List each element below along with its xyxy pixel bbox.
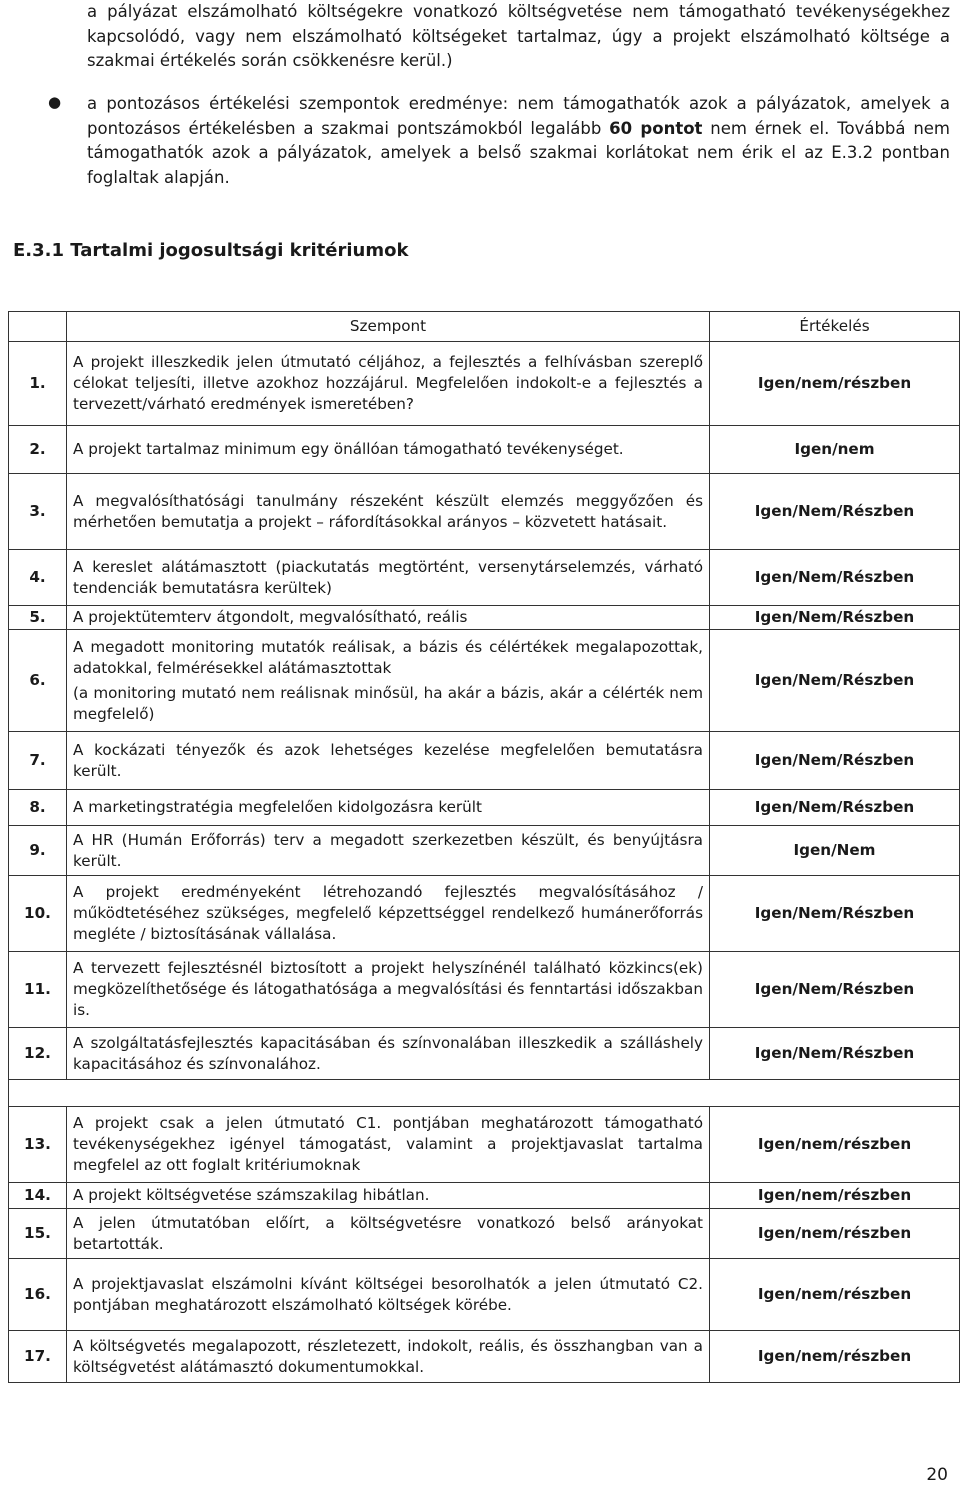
row-rating: Igen/nem/részben bbox=[710, 1209, 960, 1259]
table-row bbox=[9, 790, 960, 826]
row-rating: Igen/nem/részben bbox=[710, 342, 960, 426]
row-criterion: A projektjavaslat elszámolni kívánt költségei besorolhatók a jelen útmutató C2. pontjában meghatározott elszámolható költségek körébe. bbox=[67, 1259, 710, 1331]
row-criterion: A jelen útmutatóban előírt, a költségvetésre vonatkozó belső arányokat betartották. bbox=[67, 1209, 710, 1259]
row-number: 6. bbox=[9, 630, 67, 732]
spacer-cell bbox=[9, 1080, 960, 1107]
row-rating: Igen/Nem/Részben bbox=[710, 606, 960, 630]
table-row bbox=[9, 1028, 960, 1080]
row-number: 8. bbox=[9, 790, 67, 826]
row-number: 4. bbox=[9, 550, 67, 606]
row-criterion: A marketingstratégia megfelelően kidolgozásra került bbox=[67, 790, 710, 826]
row-number: 9. bbox=[9, 826, 67, 876]
row-criterion: A kereslet alátámasztott (piackutatás megtörtént, versenytárselemzés, várható tendenciák bemutatásra kerültek) bbox=[67, 550, 710, 606]
row-rating: Igen/nem/részben bbox=[710, 1183, 960, 1209]
row-rating: Igen/Nem/Részben bbox=[710, 630, 960, 732]
criteria-table bbox=[8, 311, 960, 1383]
table-row bbox=[9, 474, 960, 550]
intro-paragraph: a pályázat elszámolható költségekre vonatkozó költségvetése nem támogatható tevékenységekhez kapcsolódó, vagy nem elszámolható költségeket tartalmaz, úgy a projekt elszámolható költsége a szakmai értékelés során csökkenésre kerül.) bbox=[87, 2, 950, 70]
table-row bbox=[9, 342, 960, 426]
table-row bbox=[9, 630, 960, 732]
row-number: 11. bbox=[9, 952, 67, 1028]
row-rating: Igen/Nem/Részben bbox=[710, 876, 960, 952]
row-rating: Igen/nem bbox=[710, 426, 960, 474]
row-criterion: A projekt tartalmaz minimum egy önállóan támogatható tevékenységet. bbox=[67, 426, 710, 474]
row-criterion-part2: (a monitoring mutató nem reálisnak minősül, ha akár a bázis, akár a célérték nem megfelelő) bbox=[73, 683, 703, 723]
row-rating: Igen/Nem/Részben bbox=[710, 1028, 960, 1080]
section-heading: E.3.1 Tartalmi jogosultsági kritériumok bbox=[13, 240, 409, 261]
row-number: 1. bbox=[9, 342, 67, 426]
row-criterion: A HR (Humán Erőforrás) terv a megadott szerkezetben készült, és benyújtásra került. bbox=[67, 826, 710, 876]
header-criterion: Szempont bbox=[67, 312, 710, 342]
row-rating: Igen/Nem/Részben bbox=[710, 474, 960, 550]
table-row bbox=[9, 1331, 960, 1383]
table-row bbox=[9, 426, 960, 474]
row-number: 10. bbox=[9, 876, 67, 952]
bullet-paragraph bbox=[87, 92, 950, 190]
table-header-row bbox=[9, 312, 960, 342]
row-criterion: A projektütemterv átgondolt, megvalósítható, reális bbox=[67, 606, 710, 630]
row-criterion: A projekt csak a jelen útmutató C1. pontjában meghatározott támogatható tevékenységekhez igényel támogatást, valamint a projektjavaslat tartalma megfelel az ott foglalt kritériumoknak bbox=[67, 1107, 710, 1183]
row-criterion-part1: A megadott monitoring mutatók reálisak, a bázis és célértékek megalapozottak, adatokkal, felmérésekkel alátámasztottak bbox=[73, 637, 703, 677]
row-rating: Igen/Nem bbox=[710, 826, 960, 876]
row-rating: Igen/Nem/Részben bbox=[710, 550, 960, 606]
table-row bbox=[9, 550, 960, 606]
table-spacer-row bbox=[9, 1080, 960, 1107]
row-number: 2. bbox=[9, 426, 67, 474]
table-row bbox=[9, 1183, 960, 1209]
table-row bbox=[9, 1259, 960, 1331]
row-rating: Igen/Nem/Részben bbox=[710, 790, 960, 826]
row-number: 14. bbox=[9, 1183, 67, 1209]
row-rating: Igen/Nem/Részben bbox=[710, 952, 960, 1028]
row-criterion: A kockázati tényezők és azok lehetséges kezelése megfelelően bemutatásra került. bbox=[67, 732, 710, 790]
row-criterion: A tervezett fejlesztésnél biztosított a projekt helyszínénél található közkincs(ek) megközelíthetősége és látogathatósága a megvalósítási és fenntartási időszakban is. bbox=[67, 952, 710, 1028]
row-criterion: A projekt költségvetése számszakilag hibátlan. bbox=[67, 1183, 710, 1209]
table-row bbox=[9, 1107, 960, 1183]
table-row bbox=[9, 606, 960, 630]
table-row bbox=[9, 1209, 960, 1259]
table-row bbox=[9, 826, 960, 876]
row-rating: Igen/Nem/Részben bbox=[710, 732, 960, 790]
table-row bbox=[9, 952, 960, 1028]
row-number: 16. bbox=[9, 1259, 67, 1331]
row-criterion: A projekt eredményeként létrehozandó fejlesztés megvalósításához / működtetéséhez szükséges, megfelelő képzettséggel rendelkező humánerőforrás megléte / biztosításának vállalása. bbox=[67, 876, 710, 952]
row-rating: Igen/nem/részben bbox=[710, 1107, 960, 1183]
bullet-text-b: nem érnek el. Továbbá nem támogathatók azok a pályázatok, amelyek a belső szakmai korlátokat nem érik el az E.3.2 pontban foglaltak alapján. bbox=[87, 118, 950, 187]
row-criterion: A szolgáltatásfejlesztés kapacitásában és színvonalában illeszkedik a szálláshely kapacitásához és színvonalához. bbox=[67, 1028, 710, 1080]
header-rating: Értékelés bbox=[710, 312, 960, 342]
bullet-text-bold: 60 pontot bbox=[609, 118, 703, 138]
row-number: 3. bbox=[9, 474, 67, 550]
row-criterion: A megvalósíthatósági tanulmány részeként készült elemzés meggyőzően és mérhetően bemutatja a projekt – ráfordításokkal arányos – közvetett hatásait. bbox=[67, 474, 710, 550]
row-criterion: A költségvetés megalapozott, részletezett, indokolt, reális, és összhangban van a költségvetést alátámasztó dokumentumokkal. bbox=[67, 1331, 710, 1383]
table-row bbox=[9, 732, 960, 790]
bullet-text-a: a pontozásos értékelési szempontok eredménye: nem támogathatók azok a pályázatok, amelyek a pontozásos értékelésben a szakmai pontszámokból legalább bbox=[87, 94, 950, 138]
bullet-icon: ● bbox=[48, 93, 62, 111]
row-number: 12. bbox=[9, 1028, 67, 1080]
row-rating: Igen/nem/részben bbox=[710, 1331, 960, 1383]
row-criterion: A projekt illeszkedik jelen útmutató céljához, a fejlesztés a felhívásban szereplő célokat teljesíti, illetve azokhoz hozzájárul. Megfelelően indokolt-e a fejlesztés a tervezett/várható eredmények ismeretében? bbox=[67, 342, 710, 426]
header-num-cell bbox=[9, 312, 67, 342]
page-number: 20 bbox=[926, 1465, 948, 1485]
row-criterion bbox=[67, 630, 710, 732]
row-number: 7. bbox=[9, 732, 67, 790]
row-number: 13. bbox=[9, 1107, 67, 1183]
table-row bbox=[9, 876, 960, 952]
row-rating: Igen/nem/részben bbox=[710, 1259, 960, 1331]
row-number: 5. bbox=[9, 606, 67, 630]
row-number: 15. bbox=[9, 1209, 67, 1259]
row-number: 17. bbox=[9, 1331, 67, 1383]
